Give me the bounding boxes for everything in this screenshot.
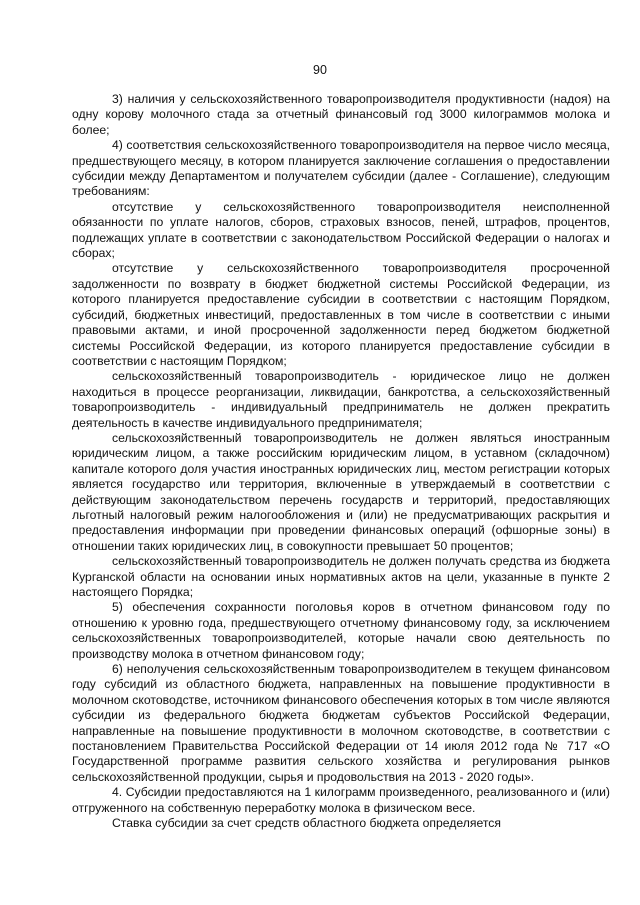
paragraph-rate-definition: Ставка субсидии за счет средств областного бюджета определяется (112, 816, 501, 831)
paragraph-no-overdue-debt: отсутствие у сельскохозяйственного товаропроизводителя просроченной задолженности по возврату в бюджет бюджетной системы Российской Федерации, из которого планируется предоставление субсидии в соответствии с настоящим Порядком, субсидий, бюджетных инвестиций, предоставленных в том числе в соответствии с иными правовыми актами, и иной просроченной задолженности перед бюджетом бюджетной системы Российской Федерации, из которого планируется предоставление субсидии в соответствии с настоящим Порядком; (72, 261, 610, 368)
paragraph-no-other-funds: сельскохозяйственный товаропроизводитель не должен получать средства из бюджета Курганской области на основании иных нормативных актов на цели, указанные в пункте 2 настоящего Порядка; (72, 554, 610, 599)
page-number: 90 (313, 63, 327, 77)
paragraph-clause-4: 4. Субсидии предоставляются на 1 килограмм произведенного, реализованного и (или) отгруженного на собственную переработку молока в физическом весе. (72, 785, 610, 815)
paragraph-condition-5: 5) обеспечения сохранности поголовья коров в отчетном финансовом году по отношению к уровню года, предшествующего отчетному финансовому году, за исключением сельскохозяйственных товаропроизводителей, которые начали свою деятельность по производству молока в отчетном финансовом году; (72, 600, 610, 661)
paragraph-no-reorganization: сельскохозяйственный товаропроизводитель - юридическое лицо не должен находиться в процессе реорганизации, ликвидации, банкротства, а сельскохозяйственный товаропроизводитель - индивидуальный предприниматель не должен прекратить деятельность в качестве индивидуального предпринимателя; (72, 369, 610, 430)
paragraph-not-foreign-entity: сельскохозяйственный товаропроизводитель не должен являться иностранным юридическим лицом, а также российским юридическим лицом, в уставном (складочном) капитале которого доля участия иностранных юридических лиц, местом регистрации которых является государство или территория, включенные в утверждаемый в соответствии с действующим законодательством перечень государств и территорий, предоставляющих льготный налоговый режим налогообложения и (или) не предусматривающих раскрытия и предоставления информации при проведении финансовых операций (офшорные зоны) в отношении таких юридических лиц, в совокупности превышает 50 процентов; (72, 430, 610, 553)
document-body (72, 92, 610, 832)
paragraph-condition-6: 6) неполучения сельскохозяйственным товаропроизводителем в текущем финансовом году субсидий из областного бюджета, направленных на повышение продуктивности в молочном скотоводстве, источником финансового обеспечения которых в том числе являются субсидии из федерального бюджета бюджетам субъектов Российской Федерации, направленные на повышение продуктивности в молочном скотоводстве, в соответствии с постановлением Правительства Российской Федерации от 14 июля 2012 года № 717 «О Государственной программе развития сельского хозяйства и регулирования рынков сельскохозяйственной продукции, сырья и продовольствия на 2013 - 2020 годы». (72, 662, 610, 784)
paragraph-condition-3: 3) наличия у сельскохозяйственного товаропроизводителя продуктивности (надоя) на одну корову молочного стада за отчетный финансовый год 3000 килограммов молока и более; (72, 92, 610, 137)
paragraph-no-tax-debt: отсутствие у сельскохозяйственного товаропроизводителя неисполненной обязанности по уплате налогов, сборов, страховых взносов, пеней, штрафов, процентов, подлежащих уплате в соответствии с законодательством Российской Федерации о налогах и сборах; (72, 199, 610, 261)
paragraph-condition-4: 4) соответствия сельскохозяйственного товаропроизводителя на первое число месяца, предшествующего месяцу, в котором планируется заключение соглашения о предоставлении субсидии между Департаментом и получателем субсидии (далее - Соглашение), следующим требованиям: (72, 138, 610, 199)
